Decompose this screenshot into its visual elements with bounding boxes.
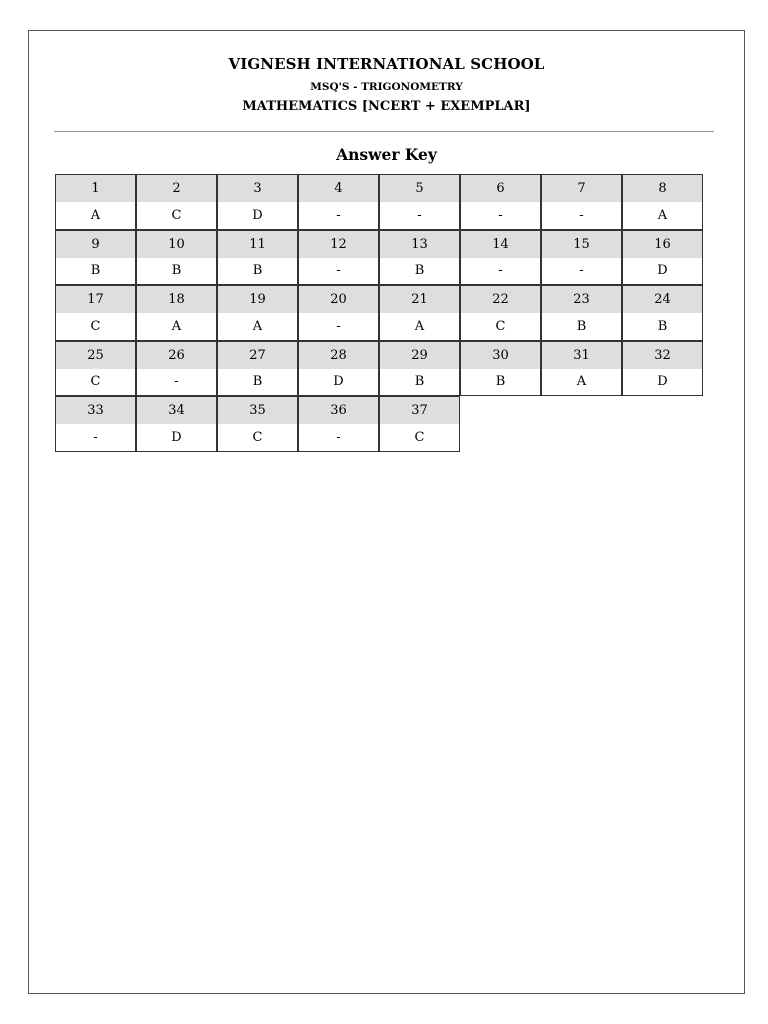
answer-cell xyxy=(622,230,703,286)
question-number: 13 xyxy=(380,231,459,258)
answer-cell xyxy=(136,174,217,230)
document-page xyxy=(28,30,745,994)
answer-value: - xyxy=(56,424,135,451)
subject-title: MATHEMATICS [NCERT + EXEMPLAR] xyxy=(242,99,531,114)
answer-key-title: Answer Key xyxy=(336,145,437,164)
question-number: 9 xyxy=(56,231,135,258)
question-number: 19 xyxy=(218,286,297,313)
answer-cell xyxy=(460,341,541,397)
answer-cell xyxy=(622,341,703,397)
answer-cell xyxy=(55,396,136,452)
answer-value: B xyxy=(623,313,702,340)
answer-cell xyxy=(217,285,298,341)
question-number: 7 xyxy=(542,175,621,202)
answer-cell xyxy=(541,174,622,230)
answer-value: B xyxy=(461,369,540,396)
answer-value: - xyxy=(461,258,540,285)
question-number: 4 xyxy=(299,175,378,202)
question-number: 31 xyxy=(542,342,621,369)
question-number: 32 xyxy=(623,342,702,369)
question-number: 36 xyxy=(299,397,378,424)
answer-cell xyxy=(460,285,541,341)
answer-cell xyxy=(55,230,136,286)
answer-value: D xyxy=(623,258,702,285)
answer-cell xyxy=(217,396,298,452)
question-number: 16 xyxy=(623,231,702,258)
question-number: 28 xyxy=(299,342,378,369)
school-name: VIGNESH INTERNATIONAL SCHOOL xyxy=(228,55,545,73)
answer-value: A xyxy=(542,369,621,396)
question-number: 10 xyxy=(137,231,216,258)
answer-cell xyxy=(460,174,541,230)
answer-value: D xyxy=(299,369,378,396)
answer-cell xyxy=(379,341,460,397)
answer-cell xyxy=(55,285,136,341)
answer-cell xyxy=(298,341,379,397)
question-number: 6 xyxy=(461,175,540,202)
question-number: 37 xyxy=(380,397,459,424)
question-number: 22 xyxy=(461,286,540,313)
answer-value: C xyxy=(56,313,135,340)
answer-value: - xyxy=(542,258,621,285)
answer-row xyxy=(55,174,703,230)
answer-row xyxy=(55,341,703,397)
test-subtitle: MSQ'S - TRIGONOMETRY xyxy=(310,81,463,93)
question-number: 11 xyxy=(218,231,297,258)
answer-row xyxy=(55,230,703,286)
answer-value: C xyxy=(461,313,540,340)
answer-value: - xyxy=(380,202,459,229)
question-number: 12 xyxy=(299,231,378,258)
question-number: 3 xyxy=(218,175,297,202)
answer-value: - xyxy=(137,369,216,396)
question-number: 5 xyxy=(380,175,459,202)
answer-value: B xyxy=(380,369,459,396)
question-number: 21 xyxy=(380,286,459,313)
question-number: 29 xyxy=(380,342,459,369)
answer-value: B xyxy=(56,258,135,285)
answer-value: C xyxy=(218,424,297,451)
answer-value: - xyxy=(299,258,378,285)
question-number: 23 xyxy=(542,286,621,313)
answer-cell xyxy=(541,341,622,397)
answer-value: - xyxy=(299,313,378,340)
answer-row xyxy=(55,396,703,452)
answer-cell xyxy=(298,230,379,286)
answer-cell xyxy=(379,174,460,230)
answer-value: - xyxy=(299,424,378,451)
answer-value: - xyxy=(542,202,621,229)
answer-value: - xyxy=(461,202,540,229)
answer-value: C xyxy=(137,202,216,229)
header-divider xyxy=(54,131,714,132)
question-number: 15 xyxy=(542,231,621,258)
question-number: 26 xyxy=(137,342,216,369)
answer-value: D xyxy=(137,424,216,451)
answer-value: C xyxy=(380,424,459,451)
answer-cell xyxy=(541,285,622,341)
question-number: 14 xyxy=(461,231,540,258)
question-number: 8 xyxy=(623,175,702,202)
answer-value: C xyxy=(56,369,135,396)
answer-value: A xyxy=(218,313,297,340)
answer-cell xyxy=(379,396,460,452)
answer-cell xyxy=(55,341,136,397)
question-number: 25 xyxy=(56,342,135,369)
answer-cell xyxy=(136,285,217,341)
answer-cell xyxy=(460,230,541,286)
answer-value: - xyxy=(299,202,378,229)
question-number: 34 xyxy=(137,397,216,424)
question-number: 18 xyxy=(137,286,216,313)
question-number: 27 xyxy=(218,342,297,369)
answer-cell xyxy=(217,341,298,397)
answer-cell xyxy=(622,285,703,341)
answer-value: B xyxy=(380,258,459,285)
answer-cell xyxy=(541,230,622,286)
answer-row xyxy=(55,285,703,341)
answer-cell xyxy=(298,285,379,341)
answer-cell xyxy=(136,396,217,452)
answer-cell xyxy=(217,174,298,230)
answer-cell xyxy=(55,174,136,230)
answer-cell xyxy=(136,230,217,286)
question-number: 20 xyxy=(299,286,378,313)
answer-cell xyxy=(298,174,379,230)
answer-value: B xyxy=(542,313,621,340)
question-number: 30 xyxy=(461,342,540,369)
answer-cell xyxy=(622,174,703,230)
question-number: 1 xyxy=(56,175,135,202)
answer-value: B xyxy=(137,258,216,285)
question-number: 2 xyxy=(137,175,216,202)
answer-value: B xyxy=(218,369,297,396)
question-number: 24 xyxy=(623,286,702,313)
answer-key-grid xyxy=(55,174,703,452)
answer-value: A xyxy=(56,202,135,229)
question-number: 33 xyxy=(56,397,135,424)
answer-value: A xyxy=(623,202,702,229)
question-number: 35 xyxy=(218,397,297,424)
answer-value: A xyxy=(137,313,216,340)
answer-value: D xyxy=(623,369,702,396)
answer-value: B xyxy=(218,258,297,285)
answer-cell xyxy=(298,396,379,452)
answer-value: D xyxy=(218,202,297,229)
question-number: 17 xyxy=(56,286,135,313)
answer-cell xyxy=(379,230,460,286)
answer-cell xyxy=(217,230,298,286)
answer-cell xyxy=(379,285,460,341)
answer-value: A xyxy=(380,313,459,340)
answer-cell xyxy=(136,341,217,397)
